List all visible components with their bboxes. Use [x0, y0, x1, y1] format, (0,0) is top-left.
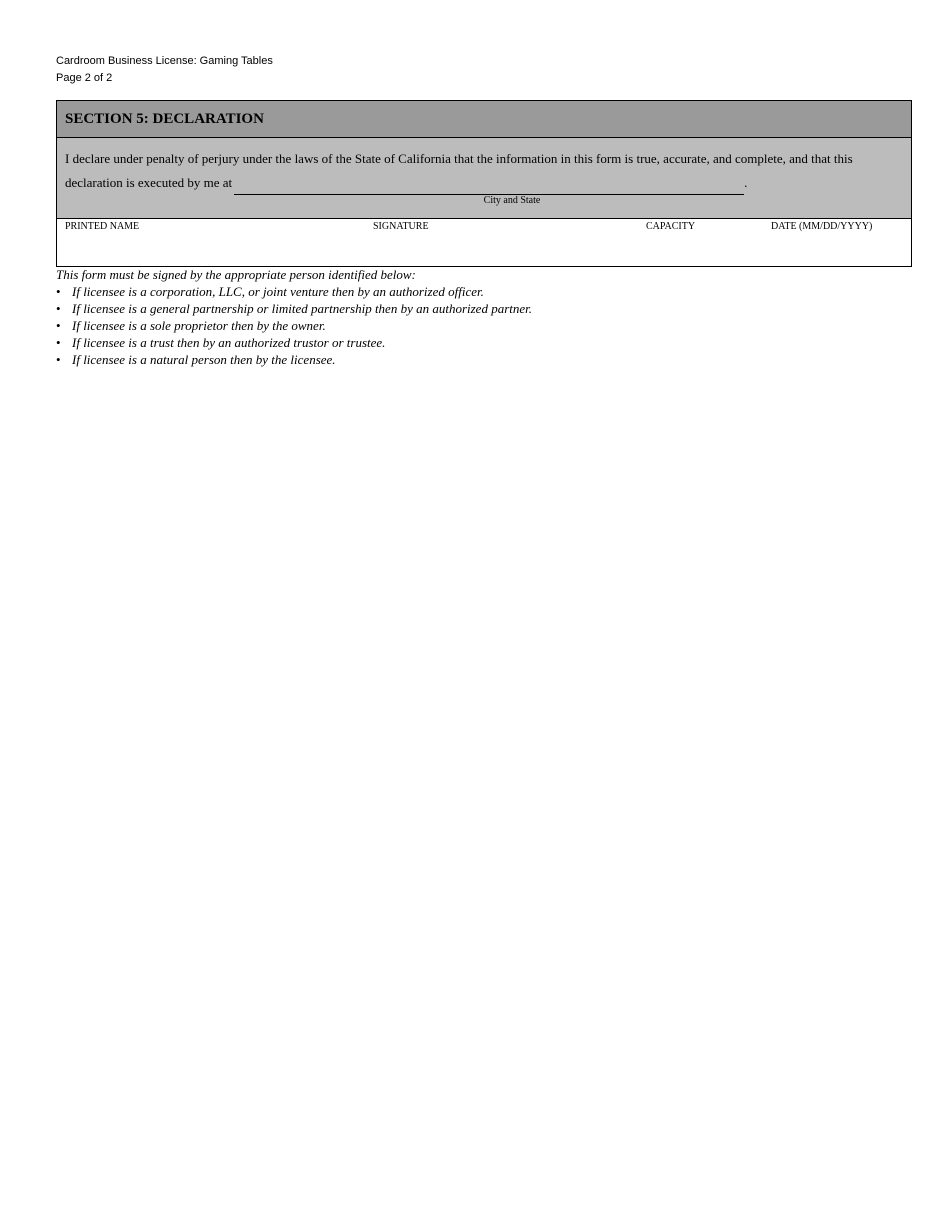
- printed-name-field[interactable]: PRINTED NAME: [65, 221, 140, 232]
- date-field[interactable]: DATE (MM/DD/YYYY): [771, 221, 873, 232]
- list-item: [56, 300, 532, 317]
- list-item: [56, 317, 532, 334]
- list-item-text: If licensee is a trust then by an authorized trustor or trustee.: [72, 335, 386, 350]
- signer-list: [56, 283, 532, 368]
- document-title: Cardroom Business License: Gaming Tables: [56, 55, 273, 67]
- list-item: [56, 283, 532, 300]
- declaration-period: .: [744, 175, 748, 190]
- page-number: Page 2 of 2: [56, 72, 113, 84]
- signature-field[interactable]: SIGNATURE: [373, 221, 429, 232]
- bullet-icon: •: [56, 284, 61, 299]
- bullet-icon: •: [56, 301, 61, 316]
- list-item-text: If licensee is a natural person then by the licensee.: [72, 352, 336, 367]
- instructions-intro: This form must be signed by the appropriate person identified below:: [56, 267, 416, 282]
- bullet-icon: •: [56, 352, 61, 367]
- list-item: [56, 351, 532, 368]
- section-heading: [57, 101, 911, 138]
- signing-instructions: [56, 266, 532, 368]
- list-item-text: If licensee is a general partnership or limited partnership then by an authorized partner.: [72, 301, 533, 316]
- declaration-area: [57, 138, 911, 219]
- bullet-icon: •: [56, 335, 61, 350]
- declaration-statement: [65, 147, 905, 195]
- list-item: [56, 334, 532, 351]
- list-item-text: If licensee is a sole proprietor then by the owner.: [72, 318, 326, 333]
- city-state-caption: City and State: [483, 195, 541, 206]
- declaration-text: I declare under penalty of perjury under the laws of the State of California that the information in this form is true, accurate, and complete, and that this declaration is executed by me at: [65, 151, 853, 190]
- city-state-field[interactable]: [234, 180, 744, 195]
- signature-row: [57, 219, 911, 266]
- declaration-section: [56, 100, 912, 267]
- list-item-text: If licensee is a corporation, LLC, or joint venture then by an authorized officer.: [72, 284, 484, 299]
- section-title: SECTION 5: DECLARATION: [65, 110, 264, 127]
- capacity-field[interactable]: CAPACITY: [646, 221, 696, 232]
- bullet-icon: •: [56, 318, 61, 333]
